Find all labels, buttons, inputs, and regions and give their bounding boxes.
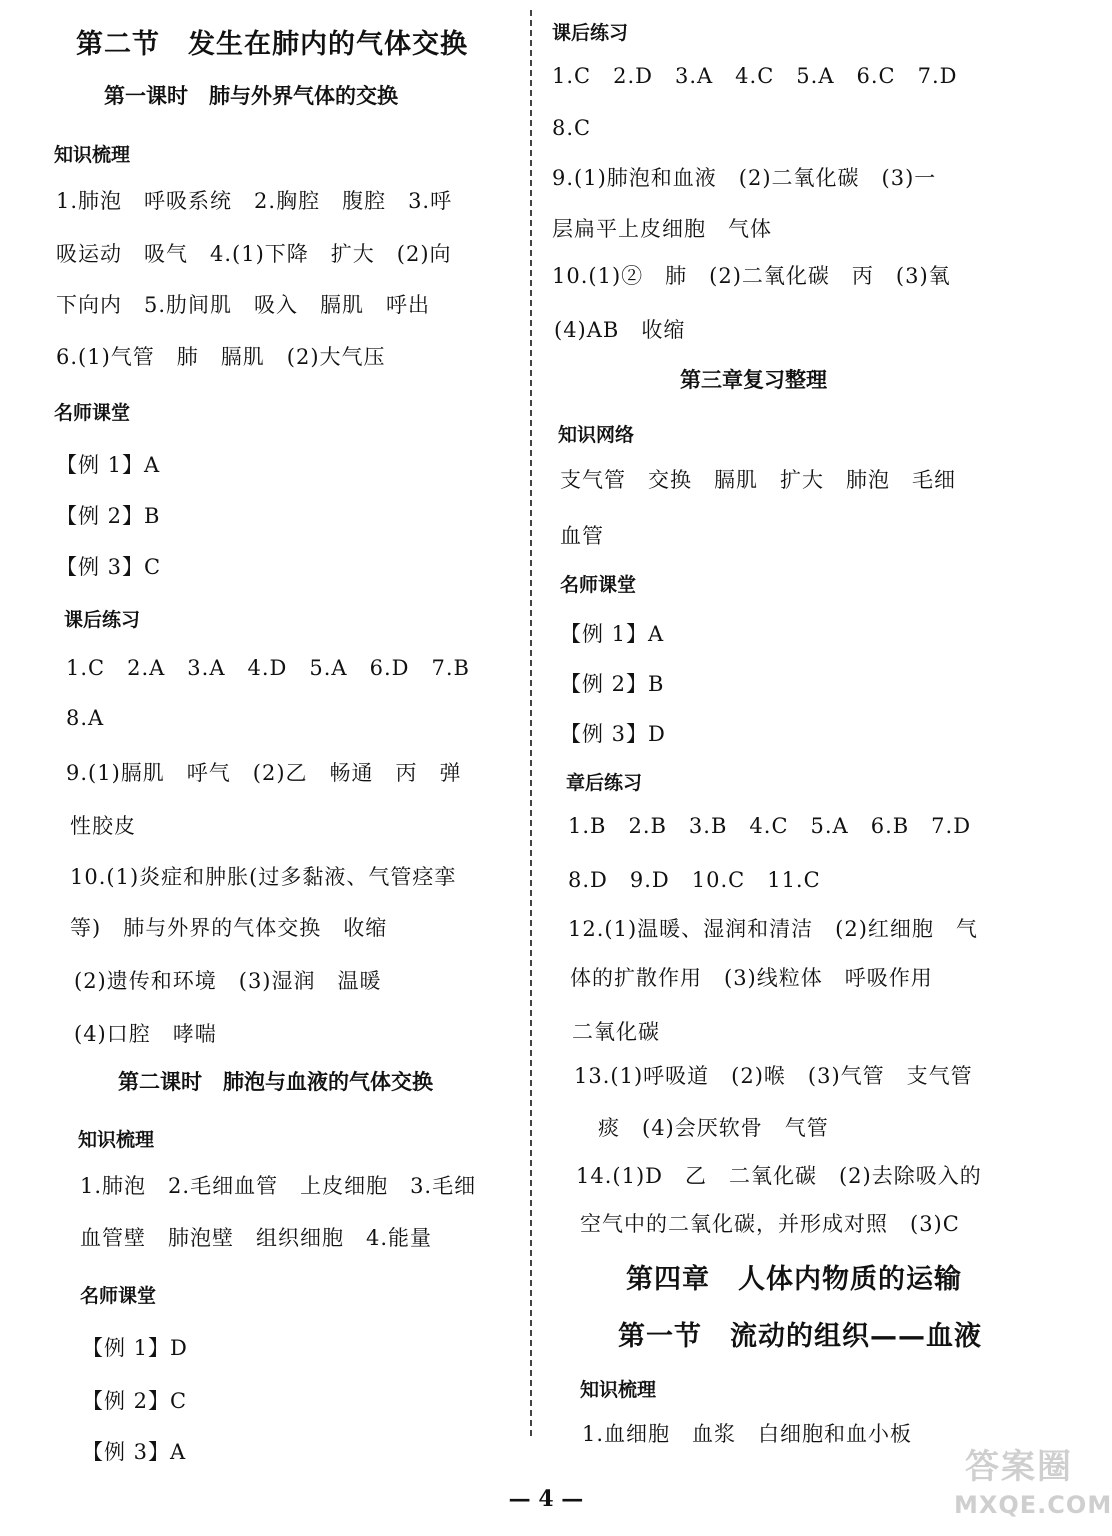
answer-line: 12.(1)温暖、湿润和清洁 (2)红细胞 气	[568, 917, 978, 941]
answer-line: 吸运动 吸气 4.(1)下降 扩大 (2)向	[56, 242, 452, 266]
section-title: 第二节 发生在肺内的气体交换	[76, 29, 468, 60]
column-divider	[530, 10, 532, 1436]
example-answer: 【例 1】A	[56, 453, 161, 477]
subheading: 名师课堂	[80, 1285, 157, 1307]
answer-line: 等) 肺与外界的气体交换 收缩	[70, 916, 388, 940]
lesson-title: 第二课时 肺泡与血液的气体交换	[118, 1070, 433, 1094]
answer-line: 9.(1)膈肌 呼气 (2)乙 畅通 丙 弹	[66, 761, 462, 785]
answer-line: (4)口腔 哮喘	[74, 1022, 217, 1046]
answer-line: 9.(1)肺泡和血液 (2)二氧化碳 (3)一	[552, 166, 937, 190]
answer-line: 8.C	[552, 116, 592, 140]
answer-line: 下向内 5.肋间肌 吸入 膈肌 呼出	[56, 293, 431, 317]
chapter-review-title: 第三章复习整理	[680, 368, 827, 392]
answer-line: 空气中的二氧化碳，并形成对照 (3)C	[580, 1212, 960, 1236]
subheading: 知识梳理	[78, 1129, 155, 1151]
answer-line: 13.(1)呼吸道 (2)喉 (3)气管 支气管	[574, 1064, 973, 1088]
example-answer: 【例 3】D	[560, 722, 666, 746]
subheading: 知识梳理	[580, 1379, 657, 1401]
example-answer: 【例 2】B	[560, 672, 665, 696]
answer-line: 8.A	[66, 706, 105, 730]
page-number: — 4 —	[508, 1486, 584, 1512]
subheading: 章后练习	[566, 772, 643, 794]
answer-line: 痰 (4)会厌软骨 气管	[598, 1116, 829, 1140]
subheading: 名师课堂	[560, 574, 637, 596]
subheading: 知识网络	[558, 424, 635, 446]
answer-line: 1.血细胞 血浆 白细胞和血小板	[582, 1422, 913, 1446]
lesson-title: 第一课时 肺与外界气体的交换	[104, 84, 398, 108]
answer-line: 1.C 2.D 3.A 4.C 5.A 6.C 7.D	[552, 64, 958, 88]
answer-line: (2)遗传和环境 (3)湿润 温暖	[74, 969, 382, 993]
section-title: 第一节 流动的组织——血液	[618, 1321, 982, 1352]
example-answer: 【例 3】A	[82, 1440, 187, 1464]
answer-line: 体的扩散作用 (3)线粒体 呼吸作用	[570, 966, 933, 990]
answer-line: 6.(1)气管 肺 膈肌 (2)大气压	[56, 345, 386, 369]
example-answer: 【例 3】C	[56, 555, 162, 579]
subheading: 知识梳理	[54, 144, 131, 166]
answer-line: 10.(1)炎症和肿胀(过多黏液、气管痉挛	[70, 865, 457, 889]
answer-line: 10.(1)② 肺 (2)二氧化碳 丙 (3)氧	[552, 264, 951, 288]
answer-line: 性胶皮	[70, 814, 136, 838]
answer-line: 层扁平上皮细胞 气体	[552, 217, 772, 241]
example-answer: 【例 1】D	[82, 1336, 188, 1360]
watermark-logo	[954, 1447, 1112, 1528]
answer-line: (4)AB 收缩	[554, 318, 686, 342]
subheading: 课后练习	[64, 609, 141, 631]
answer-line: 14.(1)D 乙 二氧化碳 (2)去除吸入的	[576, 1164, 982, 1188]
subheading: 名师课堂	[54, 402, 131, 424]
watermark-text: 答案圈	[965, 1447, 1073, 1487]
answer-line: 血管壁 肺泡壁 组织细胞 4.能量	[80, 1226, 433, 1250]
example-answer: 【例 1】A	[560, 622, 665, 646]
answer-line: 1.肺泡 呼吸系统 2.胸腔 腹腔 3.呼	[56, 189, 453, 213]
answer-line: 1.B 2.B 3.B 4.C 5.A 6.B 7.D	[568, 814, 972, 838]
chapter-title: 第四章 人体内物质的运输	[626, 1264, 962, 1295]
watermark-domain: MXQE.COM	[954, 1491, 1112, 1519]
answer-line: 支气管 交换 膈肌 扩大 肺泡 毛细	[560, 468, 956, 492]
answer-line: 1.肺泡 2.毛细血管 上皮细胞 3.毛细	[80, 1174, 477, 1198]
answer-line: 二氧化碳	[572, 1020, 660, 1044]
example-answer: 【例 2】B	[56, 504, 161, 528]
answer-line: 8.D 9.D 10.C 11.C	[568, 868, 821, 892]
subheading: 课后练习	[552, 22, 629, 44]
answer-line: 1.C 2.A 3.A 4.D 5.A 6.D 7.B	[66, 656, 470, 680]
example-answer: 【例 2】C	[82, 1389, 188, 1413]
answer-line: 血管	[560, 524, 604, 548]
